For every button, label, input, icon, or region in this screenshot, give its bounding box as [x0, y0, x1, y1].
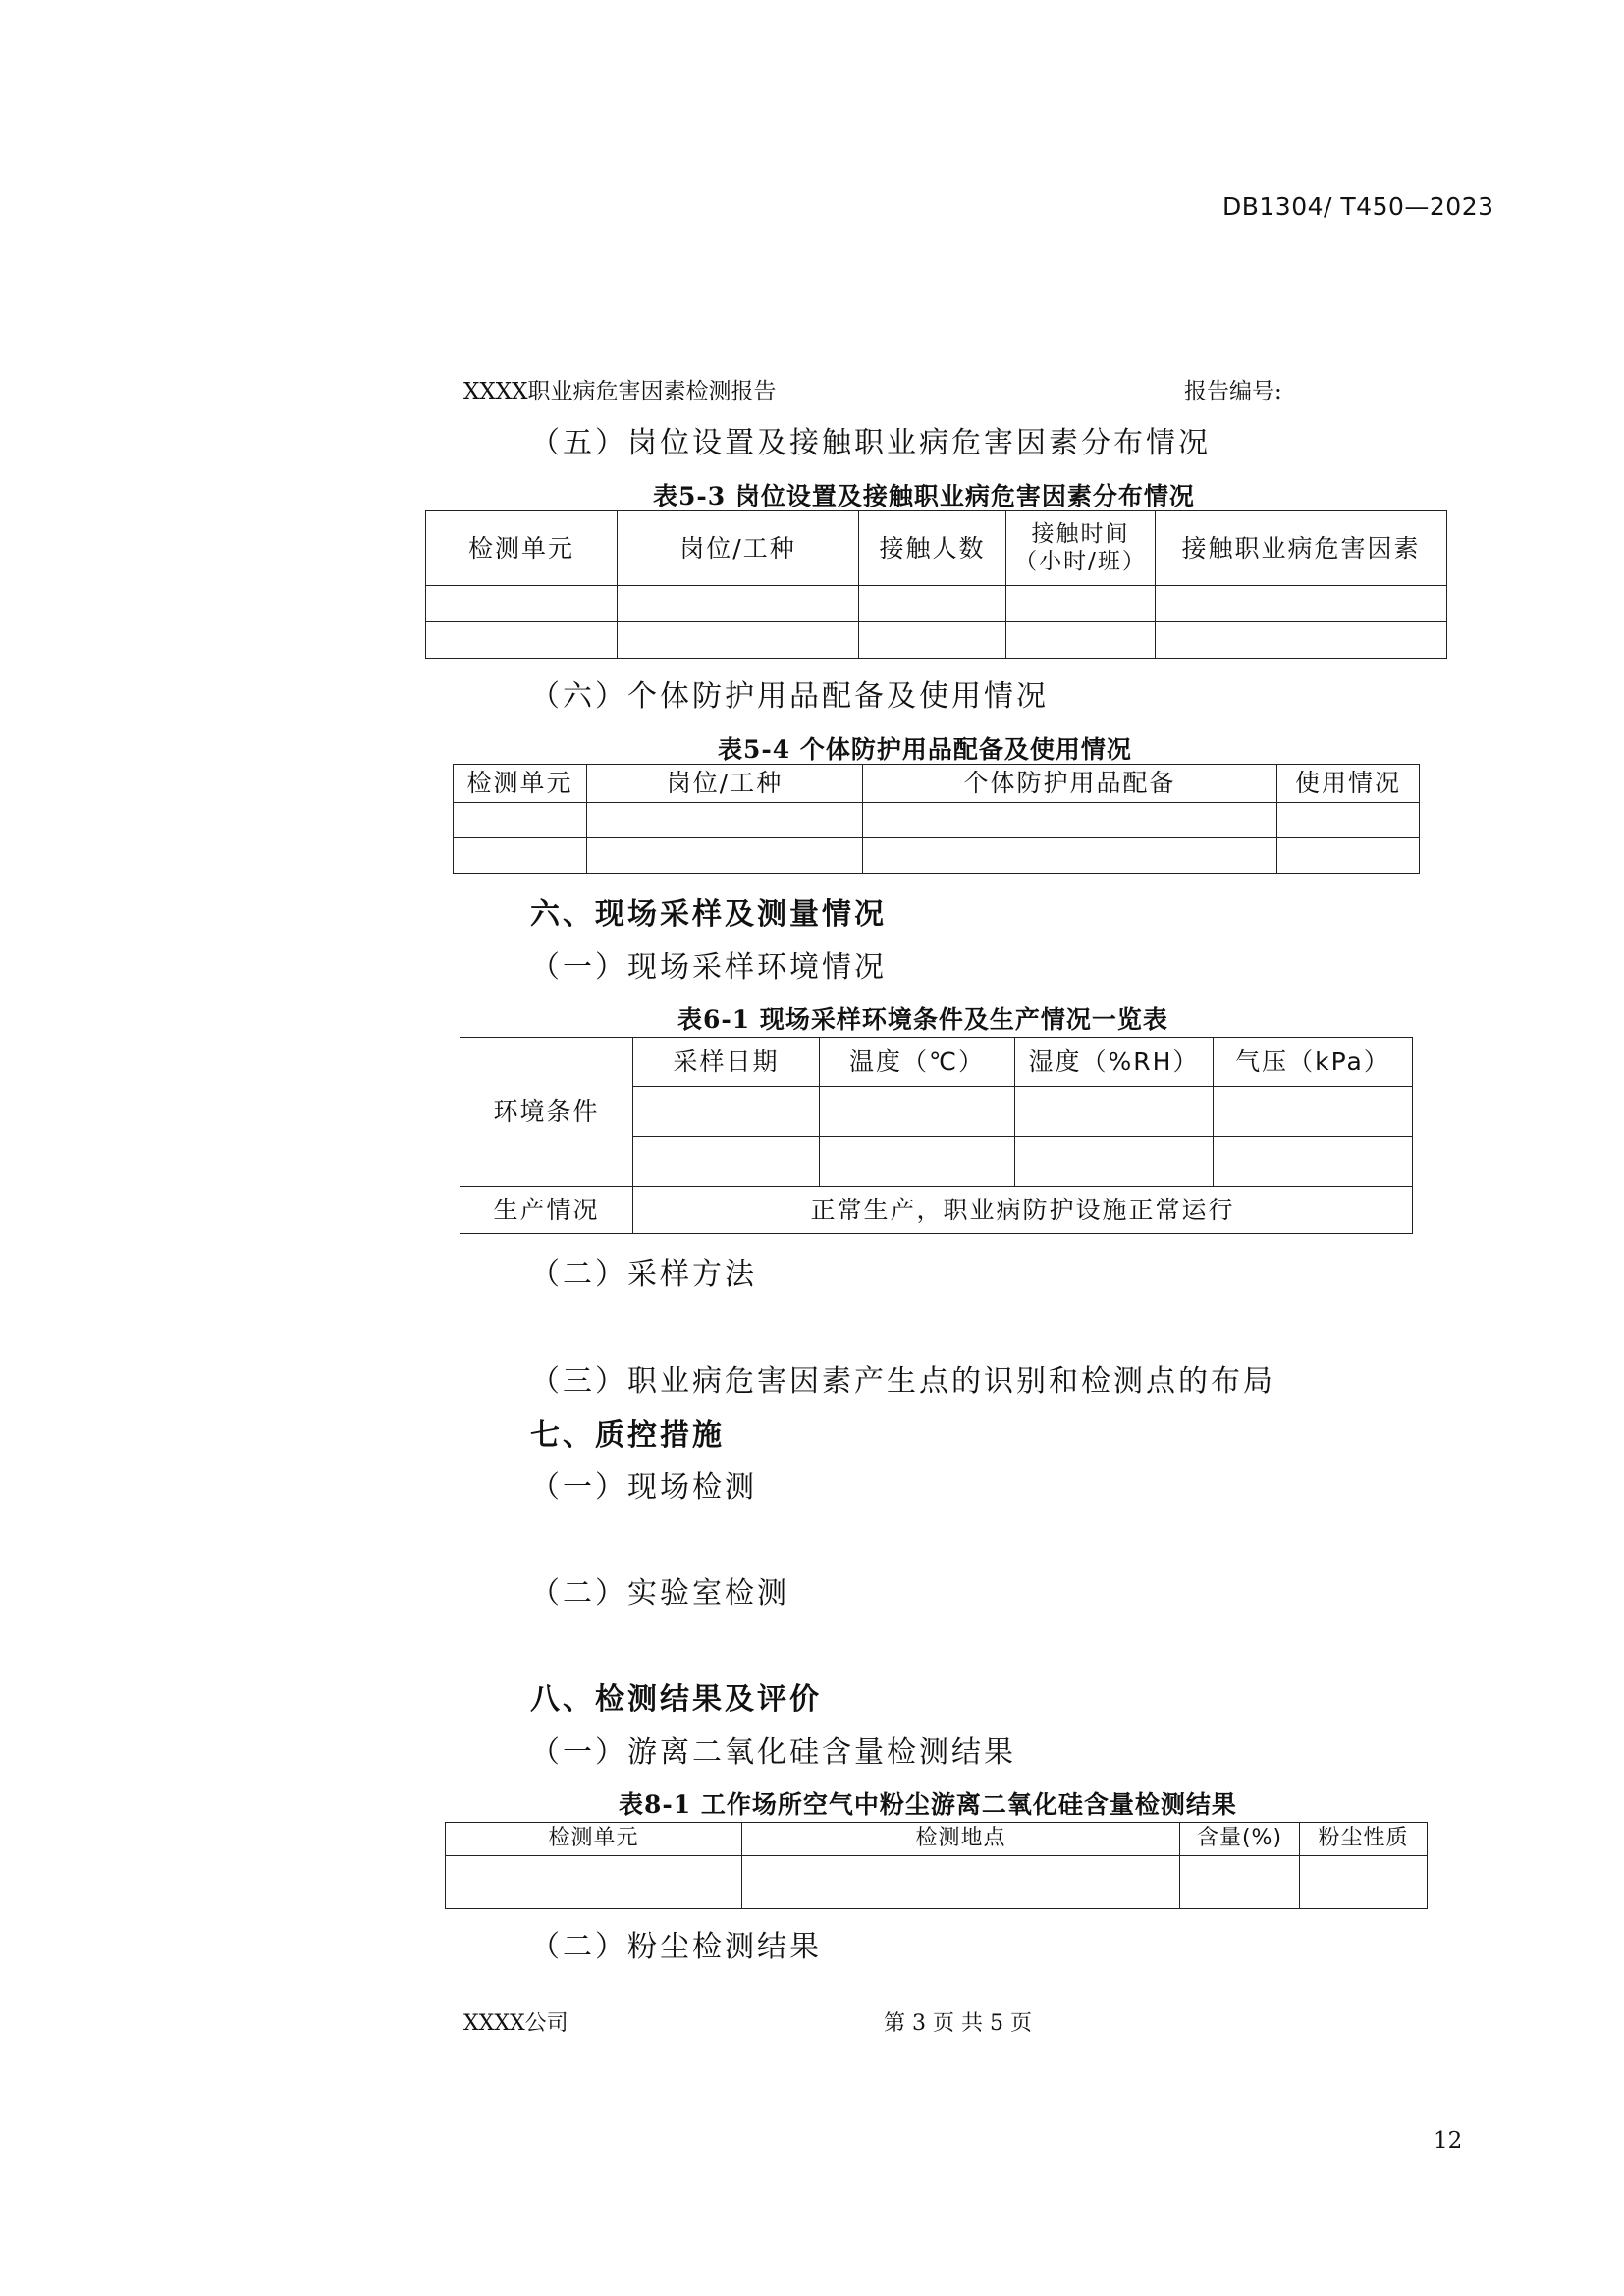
table-5-3: [425, 510, 1447, 659]
table-5-3-header-post: 岗位/工种: [618, 511, 859, 586]
table-5-4-header-equipment: 个体防护用品配备: [863, 765, 1277, 803]
table-5-4-header-post: 岗位/工种: [587, 765, 863, 803]
section-8-1-heading: （一）游离二氧化硅含量检测结果: [530, 1735, 1016, 1770]
table-row: [454, 838, 1420, 874]
table-row: [426, 622, 1447, 659]
table-5-3-header-count: 接触人数: [859, 511, 1006, 586]
report-title: XXXX职业病危害因素检测报告: [463, 379, 777, 404]
table-8-1-header-location: 检测地点: [742, 1823, 1180, 1856]
table-5-4-header-usage: 使用情况: [1277, 765, 1420, 803]
section-5-6-heading: （六）个体防护用品配备及使用情况: [530, 679, 1049, 714]
table-8-1-header-unit: 检测单元: [446, 1823, 742, 1856]
section-6-3-heading: （三）职业病危害因素产生点的识别和检测点的布局: [530, 1364, 1275, 1399]
section-7-heading: 七、质控措施: [530, 1418, 725, 1453]
page-number: 12: [1434, 2128, 1463, 2154]
table-5-3-header-time: [1006, 511, 1156, 586]
table-5-4-header-unit: 检测单元: [454, 765, 587, 803]
table-6-1-caption: 表6-1 现场采样环境条件及生产情况一览表: [677, 1005, 1168, 1034]
table-5-3-header-time-line2: （小时/班）: [1014, 548, 1147, 574]
table-row: [446, 1856, 1428, 1909]
footer-company: XXXX公司: [463, 2011, 568, 2036]
table-6-1-header-humidity: 湿度（%RH）: [1015, 1038, 1214, 1087]
footer-page-info: 第 3 页 共 5 页: [884, 2011, 1032, 2036]
table-5-4-caption: 表5-4 个体防护用品配备及使用情况: [718, 735, 1132, 764]
table-row: [426, 586, 1447, 622]
table-5-3-header-factors: 接触职业病危害因素: [1156, 511, 1447, 586]
section-6-2-heading: （二）采样方法: [530, 1257, 757, 1292]
table-5-3-caption: 表5-3 岗位设置及接触职业病危害因素分布情况: [653, 482, 1195, 510]
table-row: [454, 803, 1420, 838]
table-6-1-production-label: 生产情况: [460, 1187, 633, 1234]
table-5-3-header-unit: 检测单元: [426, 511, 618, 586]
section-7-2-heading: （二）实验室检测: [530, 1576, 789, 1611]
section-8-heading: 八、检测结果及评价: [530, 1682, 822, 1717]
table-6-1-production-value: 正常生产，职业病防护设施正常运行: [633, 1187, 1413, 1234]
table-6-1: [460, 1037, 1413, 1234]
table-6-1-header-date: 采样日期: [633, 1038, 820, 1087]
table-5-4: [453, 764, 1420, 874]
section-6-heading: 六、现场采样及测量情况: [530, 897, 887, 932]
table-8-1-caption: 表8-1 工作场所空气中粉尘游离二氧化硅含量检测结果: [619, 1790, 1237, 1819]
standard-code: DB1304/ T450—2023: [1222, 192, 1494, 221]
table-5-3-header-time-line1: 接触时间: [1031, 520, 1130, 547]
table-8-1-header-content: 含量(%): [1180, 1823, 1300, 1856]
table-8-1-header-dust-type: 粉尘性质: [1300, 1823, 1428, 1856]
section-5-5-heading: （五）岗位设置及接触职业病危害因素分布情况: [530, 426, 1211, 460]
report-number-label: 报告编号:: [1184, 379, 1282, 404]
section-7-1-heading: （一）现场检测: [530, 1470, 757, 1505]
table-6-1-env-label: 环境条件: [460, 1038, 633, 1187]
table-6-1-header-pressure: 气压（kPa）: [1214, 1038, 1413, 1087]
table-6-1-header-temperature: 温度（℃）: [820, 1038, 1015, 1087]
section-6-1-heading: （一）现场采样环境情况: [530, 950, 887, 985]
table-8-1: [445, 1822, 1428, 1909]
section-8-2-heading: （二）粉尘检测结果: [530, 1930, 822, 1964]
